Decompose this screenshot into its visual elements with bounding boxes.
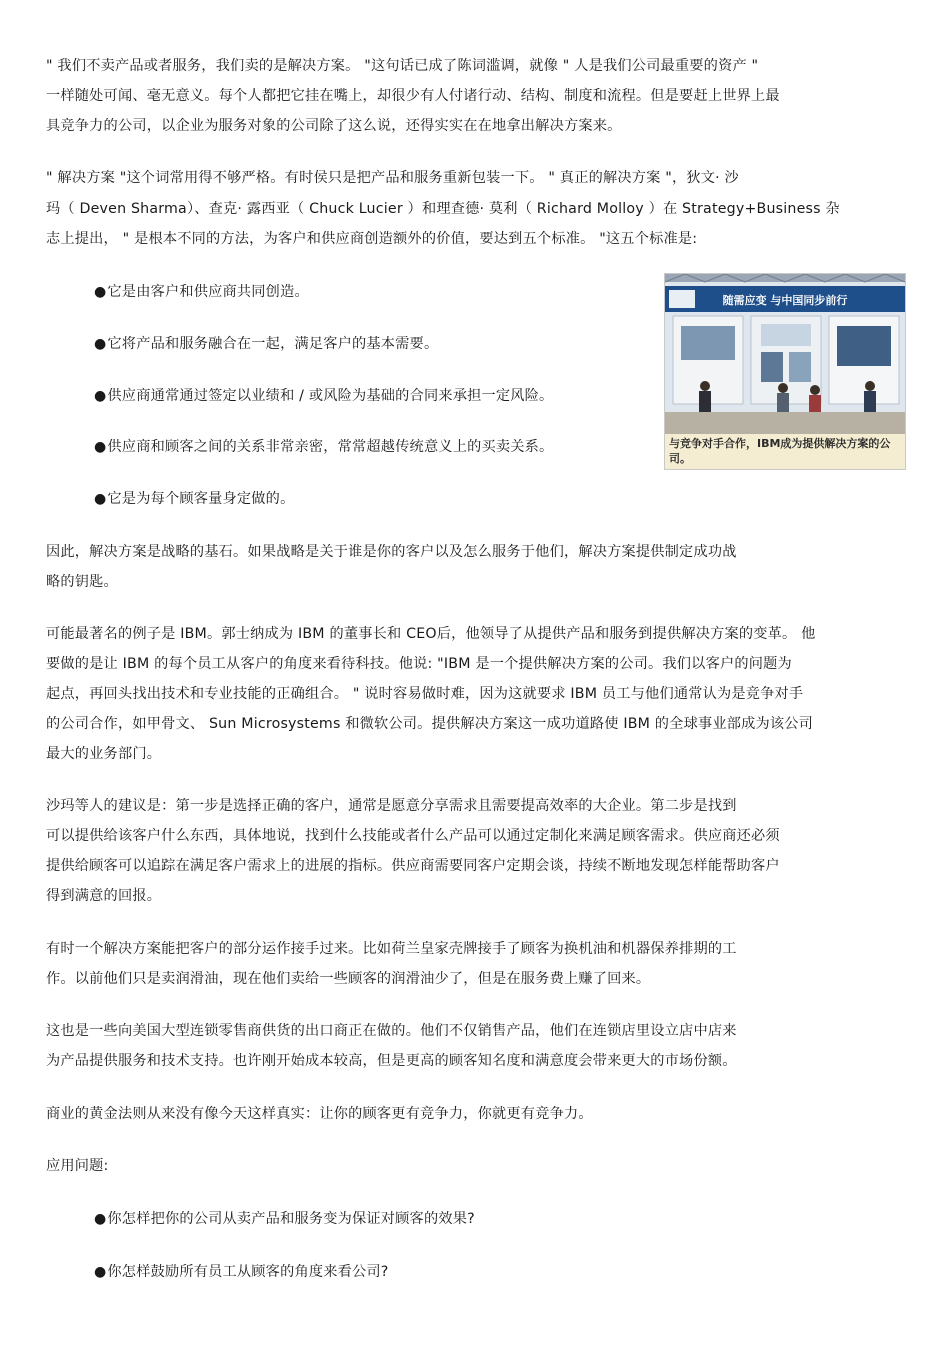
paragraph-1-line-2: 一样随处可闻、毫无意义。每个人都把它挂在嘴上，却很少有人付诸行动、结构、制度和流程。但是要赶上世界上最	[46, 88, 780, 104]
bullet-dot: ●	[94, 1264, 107, 1280]
question-text: 你怎样把你的公司从卖产品和服务变为保证对顾客的效果?	[107, 1211, 475, 1227]
paragraph-5-line-2: 可以提供给该客户什么东西，具体地说，找到什么技能或者什么产品可以通过定制化来满足顾客需求。供应商还必须	[46, 828, 780, 844]
paragraph-3-line-1: 因此，解决方案是战略的基石。如果战略是关于谁是你的客户以及怎么服务于他们，解决方案提供制定成功战	[46, 544, 737, 560]
paragraph-1-line-3: 具竞争力的公司，以企业为服务对象的公司除了这么说，还得实实在在地拿出解决方案来。	[46, 118, 622, 134]
bullet-dot: ●	[94, 388, 107, 404]
paragraph-4-line-3: 起点，再回头找出技术和专业技能的正确组合。 " 说时容易做时难，因为这就要求 IBM 员工与他们通常认为是竞争对手	[46, 686, 804, 702]
standard-bullet-2	[94, 334, 654, 354]
bullet-dot: ●	[94, 439, 107, 455]
exhibition-booth-illustration	[665, 274, 905, 434]
paragraph-6-line-2: 作。以前他们只是卖润滑油，现在他们卖给一些顾客的润滑油少了，但是在服务费上赚了回来。	[46, 971, 651, 987]
standard-bullet-5	[94, 489, 654, 509]
bullet-dot: ●	[94, 491, 107, 507]
question-text: 你怎样鼓励所有员工从顾客的角度来看公司?	[107, 1264, 389, 1280]
question-bullet-1	[94, 1209, 894, 1229]
standard-bullet-3	[94, 386, 654, 406]
paragraph-4-line-1: 可能最著名的例子是 IBM。郭士纳成为 IBM 的董事长和 CEO后，他领导了从提供产品和服务到提供解决方案的变革。 他	[46, 626, 816, 642]
question-bullet-2	[94, 1262, 894, 1282]
paragraph-4-line-2: 要做的是让 IBM 的每个员工从客户的角度来看待科技。他说: "IBM 是一个提供解决方案的公司。我们以客户的问题为	[46, 656, 792, 672]
bullet-dot: ●	[94, 1211, 107, 1227]
questions-heading: 应用问题:	[46, 1158, 109, 1174]
standard-bullet-4	[94, 437, 654, 457]
standard-text: 供应商通常通过签定以业绩和 / 或风险为基础的合同来承担一定风险。	[107, 388, 554, 404]
paragraph-7-line-1: 这也是一些向美国大型连锁零售商供货的出口商正在做的。他们不仅销售产品，他们在连锁店里设立店中店来	[46, 1023, 737, 1039]
photo-caption: 与竞争对手合作，IBM成为提供解决方案的公司。	[665, 434, 905, 469]
bullet-dot: ●	[94, 336, 107, 352]
paragraph-8: 商业的黄金法则从来没有像今天这样真实：让你的顾客更有竞争力，你就更有竞争力。	[46, 1106, 593, 1122]
booth-banner-text: 随需应变 与中国同步前行	[722, 294, 848, 307]
standard-bullet-1	[94, 282, 654, 302]
paragraph-2-line-3: 志上提出， " 是根本不同的方法，为客户和供应商创造额外的价值，要达到五个标准。 "这五个标准是:	[46, 231, 698, 247]
paragraph-3-line-2: 略的钥匙。	[46, 574, 118, 590]
standard-text: 它是由客户和供应商共同创造。	[107, 284, 309, 300]
exhibition-photo	[664, 273, 906, 470]
paragraph-5-line-4: 得到满意的回报。	[46, 888, 162, 904]
paragraph-4-line-4: 的公司合作，如甲骨文、 Sun Microsystems 和微软公司。提供解决方案这一成功道路使 IBM 的全球事业部成为该公司	[46, 716, 814, 732]
paragraph-4-line-5: 最大的业务部门。	[46, 746, 162, 762]
paragraph-5-line-3: 提供给顾客可以追踪在满足客户需求上的进展的指标。供应商需要同客户定期会谈，持续不断地发现怎样能帮助客户	[46, 858, 780, 874]
paragraph-5-line-1: 沙玛等人的建议是：第一步是选择正确的客户，通常是愿意分享需求且需要提高效率的大企业。第二步是找到	[46, 798, 737, 814]
standard-text: 供应商和顾客之间的关系非常亲密，常常超越传统意义上的买卖关系。	[107, 439, 554, 455]
standard-text: 它将产品和服务融合在一起，满足客户的基本需要。	[107, 336, 439, 352]
bullet-dot: ●	[94, 284, 107, 300]
paragraph-1-line-1: " 我们不卖产品或者服务，我们卖的是解决方案。 "这句话已成了陈词滥调，就像 " 人是我们公司最重要的资产 "	[46, 58, 759, 74]
paragraph-2-line-2: 玛（ Deven Sharma）、查克· 露西亚（ Chuck Lucier ）和理查德· 莫利（ Richard Molloy ）在 Strategy+Business 杂	[46, 201, 840, 217]
paragraph-2-line-1: " 解决方案 "这个词常用得不够严格。有时侯只是把产品和服务重新包装一下。 " 真正的解决方案 "，狄文· 沙	[46, 170, 739, 186]
paragraph-6-line-1: 有时一个解决方案能把客户的部分运作接手过来。比如荷兰皇家壳牌接手了顾客为换机油和机器保养排期的工	[46, 941, 737, 957]
paragraph-7-line-2: 为产品提供服务和技术支持。也许刚开始成本较高，但是更高的顾客知名度和满意度会带来更大的市场份额。	[46, 1053, 737, 1069]
standard-text: 它是为每个顾客量身定做的。	[107, 491, 295, 507]
